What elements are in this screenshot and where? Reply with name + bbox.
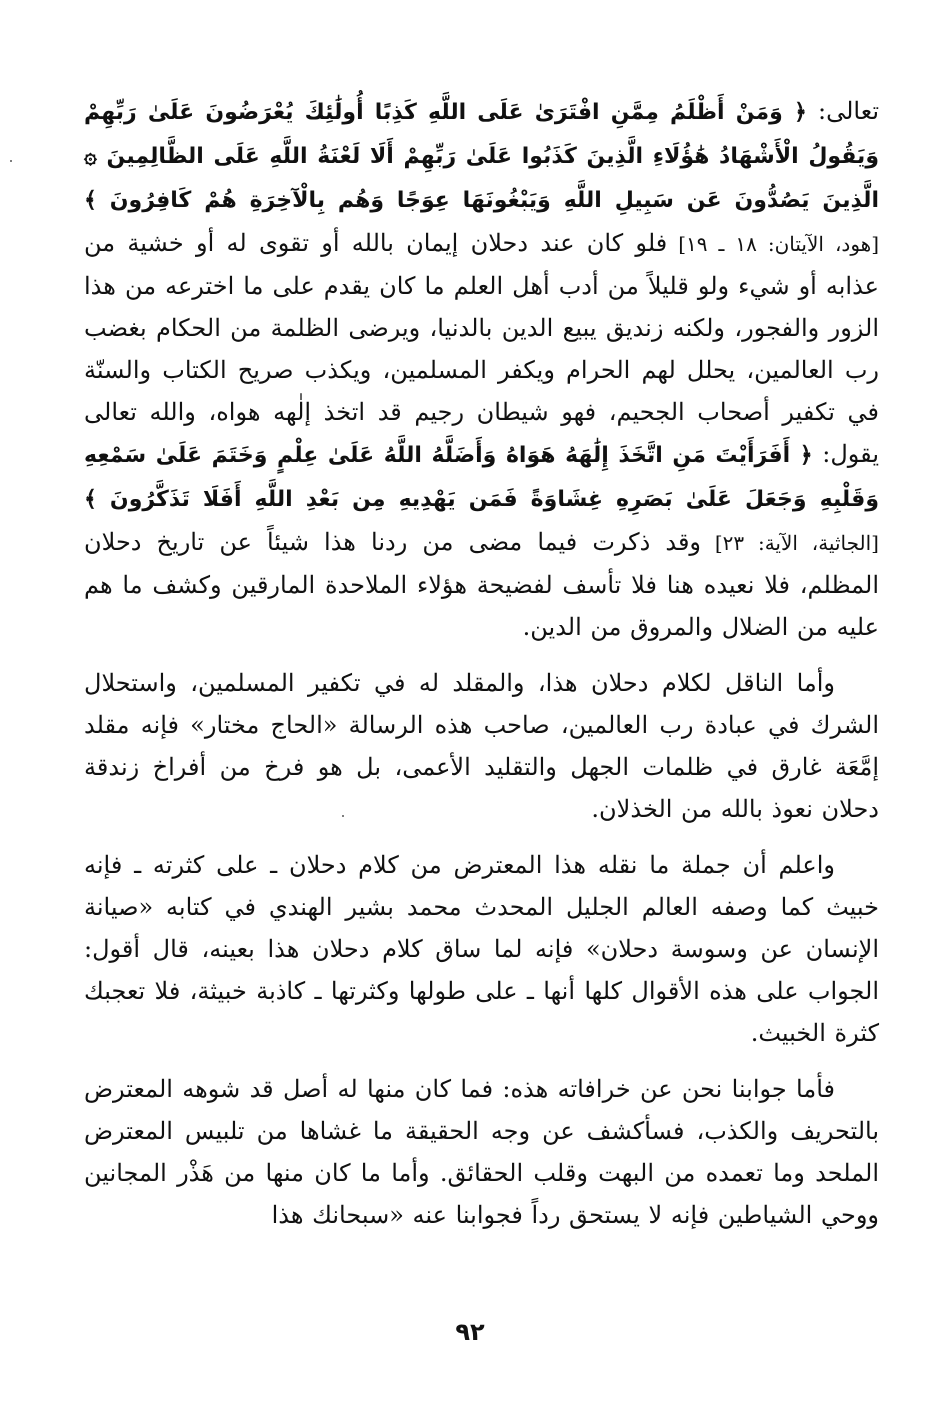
page-number: ٩٢ — [455, 1318, 485, 1346]
paragraph-2 — [84, 662, 879, 830]
verse-reference-jathiya: [الجاثية، الآية: ٢٣] — [701, 531, 879, 555]
text-run: فأما جوابنا نحن عن خرافاته هذه: فما كان منها له أصل قد شوهه المعترض بالتحريف والكذب، فسأكشف عن وجه الحقيقة ما غشاها من تلبيس المعترض الملحد وما تعمده من البهت وقلب الحقائق. وأما ما كان منها من هَذْر المجانين ووحي الشياطين فإنه لا يستحق رداً فجوابنا عنه «سبحانك هذا — [84, 1075, 879, 1229]
scan-speck — [342, 815, 344, 817]
text-run: فلو كان عند دحلان إيمان بالله أو تقوى له أو خشية من عذابه أو شيء ولو قليلاً من أدب أهل العلم ما كان يقدم على ما اخترعه من هذا الزور والفجور، ولكنه زنديق يبيع الدين بالدنيا، ويرضى الظلمة من الحكام بغضب رب العالمين، يحلل لهم الحرام ويكفر المسلمين، ويكذب صريح الكتاب والسنّة في تكفير أصحاب الجحيم، فهو شيطان رجيم قد اتخذ إلٰهه هواه، والله تعالى يقول: — [84, 229, 880, 468]
text-run: تعالى: — [806, 97, 879, 125]
verse-reference-hud: [هود، الآيتان: ١٨ ـ ١٩] — [667, 232, 879, 256]
text-run: وقد ذكرت فيما مضى من ردنا هذا شيئاً عن تاريخ دحلان المظلم، فلا نعيده هنا فلا تأسف لفضيحة هؤلاء الملاحدة المارقين وكشف ما هم عليه من الضلال والمروق من الدين. — [84, 528, 879, 641]
text-run: وأما الناقل لكلام دحلان هذا، والمقلد له في تكفير المسلمين، واستحلال الشرك في عبادة رب العالمين، صاحب هذه الرسالة «الحاج مختار» فإنه مقلد إمَّعَة غارق في ظلمات الجهل والتقليد الأعمى، بل هو فرخ من أفراخ زندقة دحلان نعوذ بالله من الخذلان. — [84, 669, 879, 823]
page-body — [84, 90, 879, 1236]
text-run: واعلم أن جملة ما نقله هذا المعترض من كلام دحلان ـ على كثرته ـ فإنه خبيث كما وصفه العالم الجليل المحدث محمد بشير الهندي في كتابه «صيانة الإنسان عن وسوسة دحلان» فإنه لما ساق كلام دحلان هذا بعينه، قال أقول: الجواب على هذه الأقوال كلها أنها ـ على طولها وكثرتها ـ كاذبة خبيثة، فلا تعجبك كثرة الخبيث. — [84, 851, 880, 1047]
scan-speck — [10, 160, 12, 162]
quran-verse-jathiya: ﴿ أَفَرَأَيْتَ مَنِ اتَّخَذَ إِلَٰهَهُ هَوَاهُ وَأَضَلَّهُ اللَّهُ عَلَىٰ عِلْمٍ وَخَتَمَ عَلَىٰ سَمْعِهِ وَقَلْبِهِ وَجَعَلَ عَلَىٰ بَصَرِهِ غِشَاوَةً فَمَن يَهْدِيهِ مِن بَعْدِ اللَّهِ أَفَلَا تَذَكَّرُونَ ﴾ — [84, 443, 879, 512]
paragraph-4 — [84, 1068, 879, 1236]
quran-verse-hud: ﴿ وَمَنْ أَظْلَمُ مِمَّنِ افْتَرَىٰ عَلَى اللَّهِ كَذِبًا أُولَٰئِكَ يُعْرَضُونَ عَلَىٰ رَبِّهِمْ وَيَقُولُ الْأَشْهَادُ هَٰؤُلَاءِ الَّذِينَ كَذَبُوا عَلَىٰ رَبِّهِمْ أَلَا لَعْنَةُ اللَّهِ عَلَى الظَّالِمِينَ ۞ الَّذِينَ يَصُدُّونَ عَن سَبِيلِ اللَّهِ وَيَبْغُونَهَا عِوَجًا وَهُم بِالْآخِرَةِ هُمْ كَافِرُونَ ﴾ — [84, 100, 879, 213]
paragraph-3 — [84, 844, 879, 1054]
paragraph-1 — [84, 90, 879, 648]
